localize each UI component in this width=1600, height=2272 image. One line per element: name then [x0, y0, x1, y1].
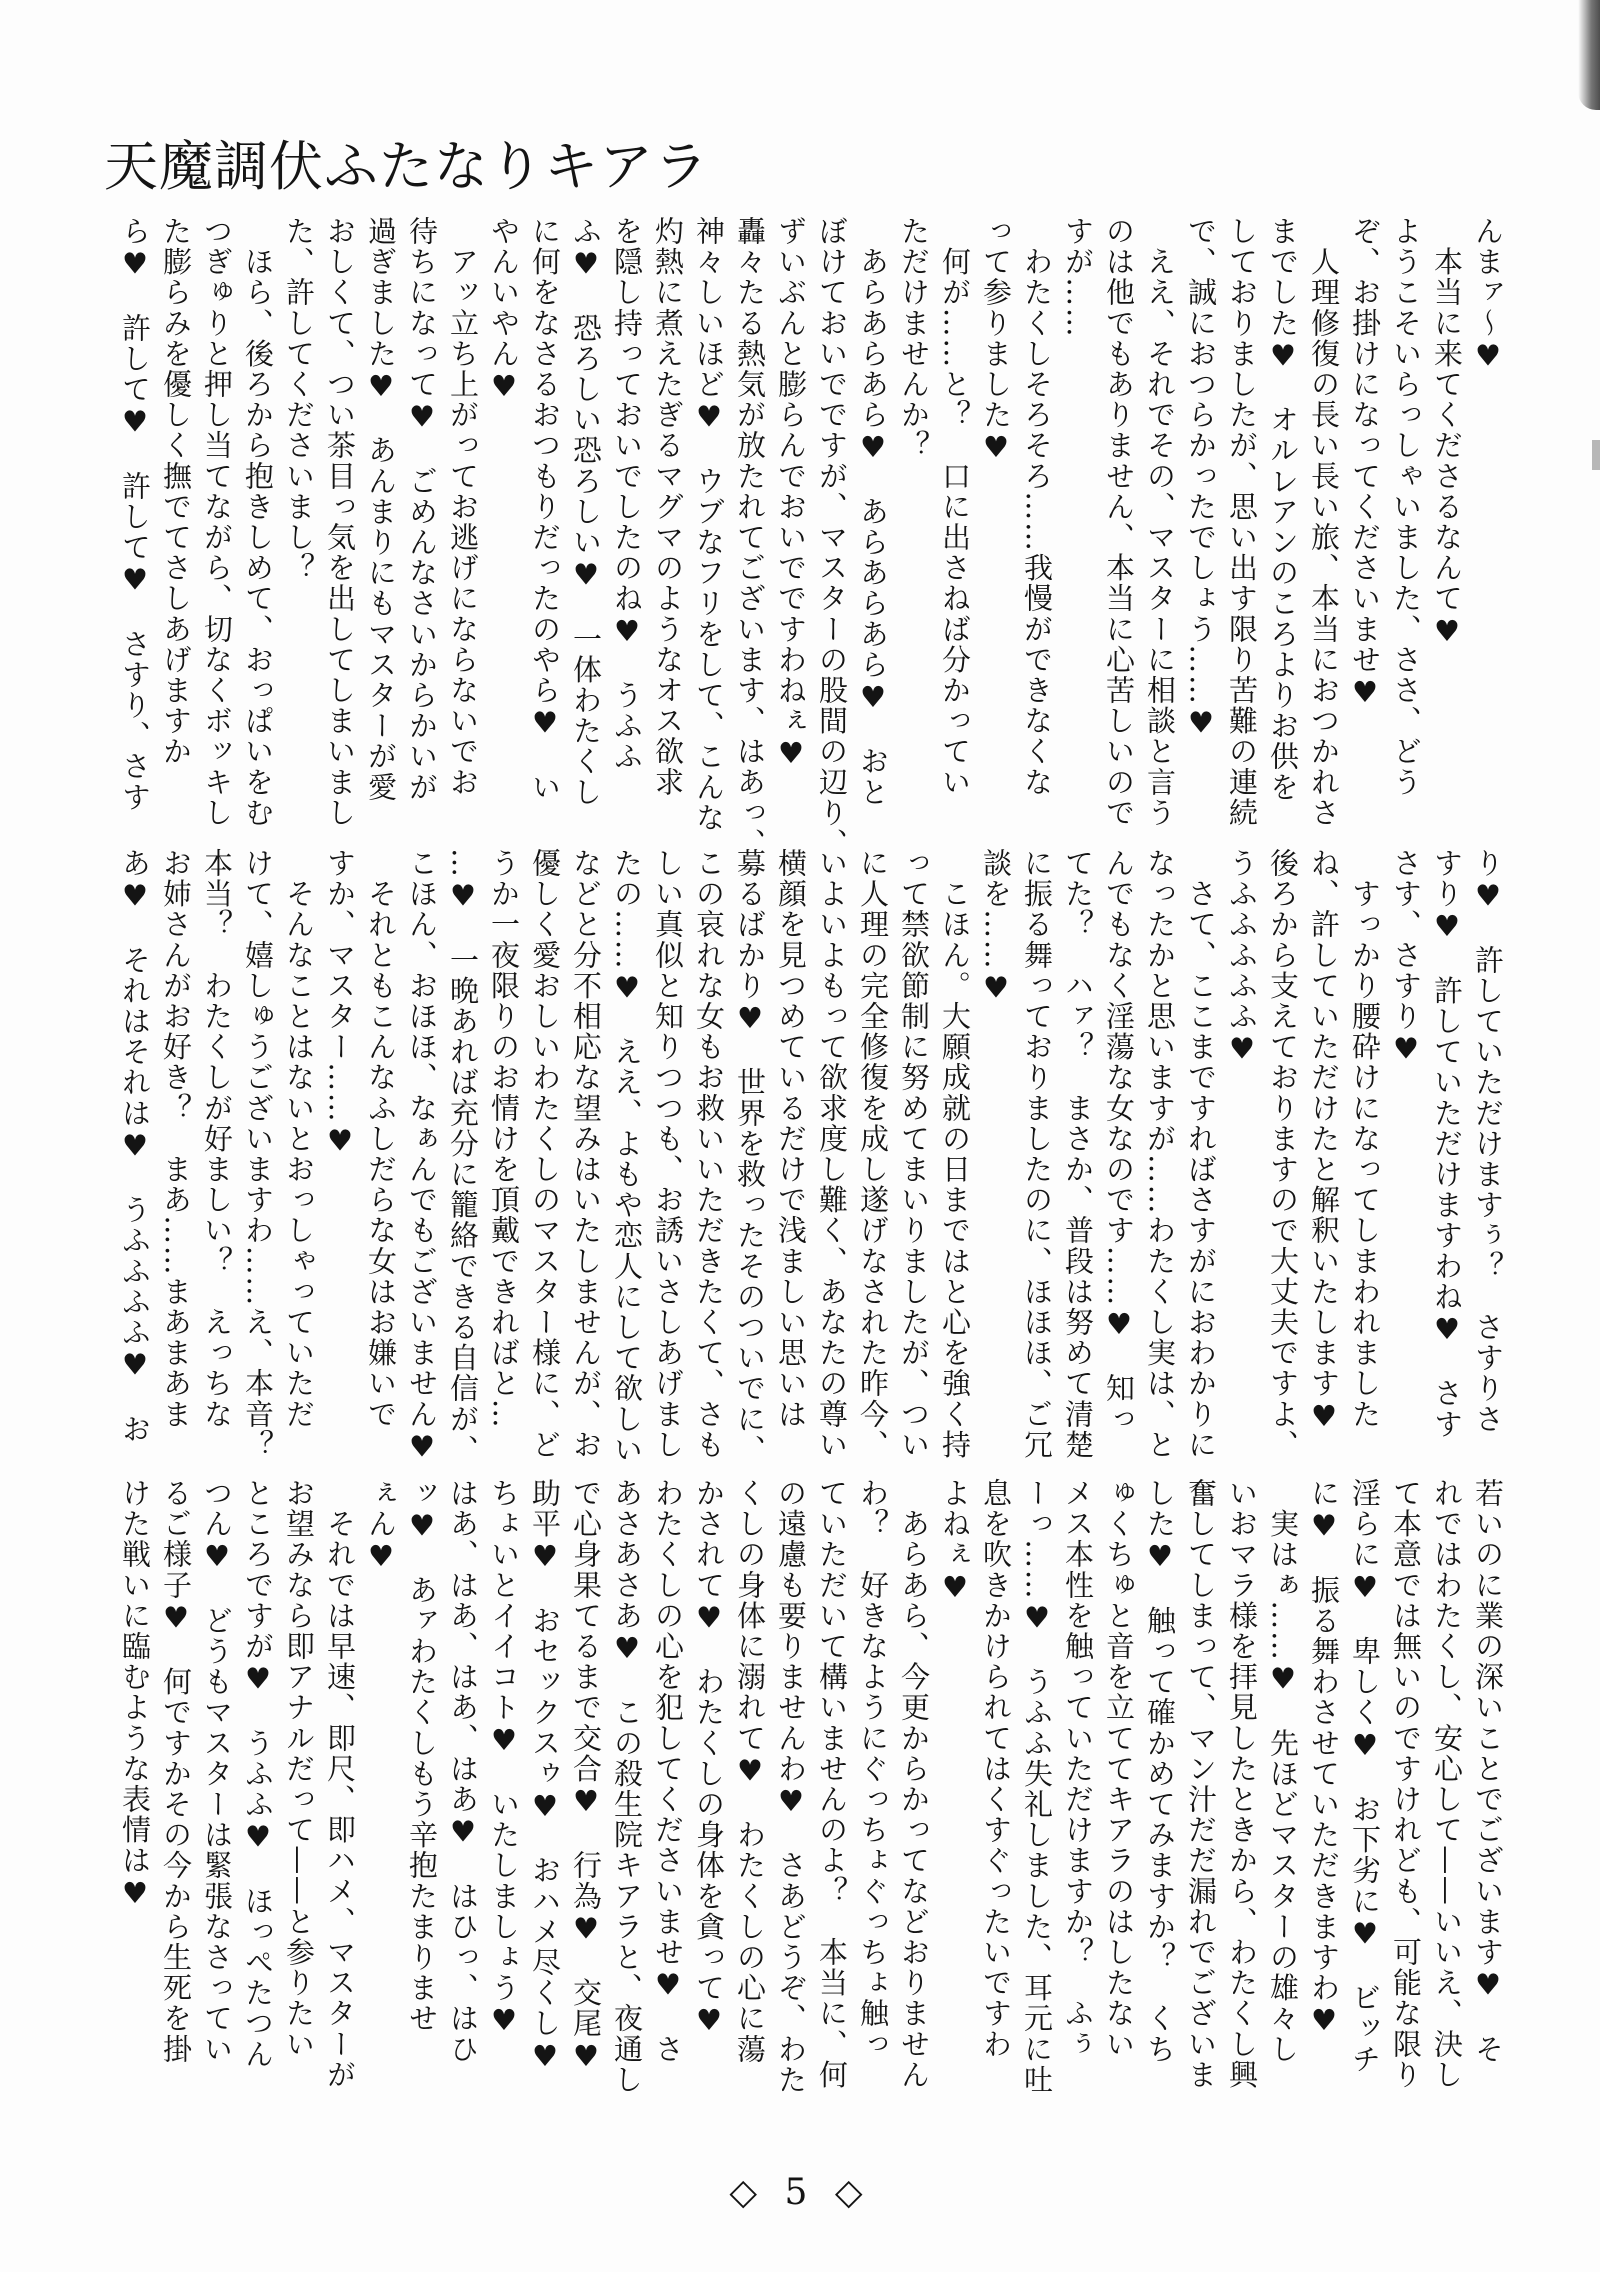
text-line: ずいぶんと膨らんでおいでですわねぇ♥: [774, 216, 808, 772]
text-line: ていただいて構いませんのよ？ 本当に、何: [815, 1478, 849, 2090]
text-line: アッ立ち上がってお逃げにならないでお: [446, 216, 480, 798]
text-line: 淫らに♥ 卑しく♥ お下劣に♥ ビッチ: [1348, 1478, 1382, 2075]
text-line: …♥ 一晩あれば充分に籠絡できる自信が、: [446, 848, 480, 1465]
text-line: って禁欲節制に努めてまいりましたが、つい: [897, 848, 931, 1460]
text-line: で、誠におつらかったでしょう……♥: [1184, 216, 1218, 742]
text-line: それともこんなふしだらな女はお嫌いで: [364, 848, 398, 1430]
text-line: 息を吹きかけられてはくすぐったいですわ: [979, 1478, 1013, 2060]
text-line: 本当？ わたくしが好ましい？ えっちな: [200, 848, 234, 1430]
text-line: わ？ 好きなようにぐっちょぐっちょ触っ: [856, 1478, 890, 2060]
text-line: 過ぎました♥ あんまりにもマスターが愛: [364, 216, 398, 803]
text-block-3: [114, 1478, 1508, 2095]
text-line: 若いのに業の深いことでございます♥ そ: [1471, 1478, 1505, 2065]
text-line: した♥ 触って確かめてみますか？ くち: [1143, 1478, 1177, 2065]
text-line: を隠し持っておいでしたのね♥ うふふ: [610, 216, 644, 772]
text-line: ぇん♥: [364, 1478, 398, 1575]
text-line: ゅくちゅと音を立ててキアラのはしたない: [1102, 1478, 1136, 2060]
text-line: た膨らみを優しく撫でてさしあげますか: [159, 216, 193, 767]
text-line: さて、ここまですればさすがにおわかりに: [1184, 848, 1218, 1460]
text-line: いよいよもって欲求度し難く、あなたの尊い: [815, 848, 849, 1460]
text-line: んまァ〜♥: [1471, 216, 1505, 374]
text-line: り♥ 許していただけますぅ？ さすりさ: [1471, 848, 1505, 1435]
text-line: すり♥ 許していただけますわね♥ さす: [1430, 848, 1464, 1440]
text-line: ただけませんか？: [897, 216, 931, 461]
text-line: に♥ 振る舞わさせていただきますわ♥: [1307, 1478, 1341, 2039]
text-line: ーっ……♥ うふふ失礼しました、耳元に吐: [1020, 1478, 1054, 2095]
text-line: 後ろから支えておりますので大丈夫ですよ、: [1266, 848, 1300, 1460]
text-line: やんいやん♥: [487, 216, 521, 405]
text-line: ちょいとイイコト♥ いたしましょう♥: [487, 1478, 521, 2039]
text-line: あ♥ それはそれは♥ うふふふふ♥ お: [118, 848, 152, 1445]
text-line: かされて♥ わたくしの身体を貪って♥: [692, 1478, 726, 2039]
text-line: に何をなさるおつもりだったのやら♥ い: [528, 216, 562, 803]
text-line: に人理の完全修復を成し遂げなされた昨今、: [856, 848, 890, 1460]
text-line: ふ♥ 恐ろしい恐ろしい♥ 一体わたくし: [569, 216, 603, 808]
text-line: て本意では無いのですけれども、可能な限り: [1389, 1478, 1423, 2090]
text-line: ええ、それでその、マスターに相談と言う: [1143, 216, 1177, 828]
text-line: 募るばかり♥ 世界を救ったそのついでに、: [733, 848, 767, 1465]
text-line: に振る舞っておりましたのに、ほほほ、ご冗: [1020, 848, 1054, 1460]
text-line: のは他でもありません、本当に心苦しいので: [1102, 216, 1136, 828]
scan-edge-mark: [1578, 0, 1600, 110]
text-line: メス本性を触っていただけますか？ ふぅ: [1061, 1478, 1095, 2060]
text-line: って参りました♥: [979, 216, 1013, 466]
text-line: しておりましたが、思い出す限り苦難の連続: [1225, 216, 1259, 828]
text-line: けて、嬉しゅうございますわ……え、本音？: [241, 848, 275, 1460]
text-line: こほん。大願成就の日まではと心を強く持: [938, 848, 972, 1460]
text-line: るご様子♥ 何ですかその今から生死を掛: [159, 1478, 193, 2065]
text-line: れではわたくし、安心して——いいえ、決し: [1430, 1478, 1464, 2090]
text-line: はあ、はあ、はあ、はあ♥ はひっ、はひ: [446, 1478, 480, 2065]
text-line: 神々しいほど♥ ウブなフリをして、こんな: [692, 216, 726, 833]
text-line: おしくて、つい茶目っ気を出してしまいまし: [323, 216, 357, 828]
text-line: 人理修復の長い長い旅、本当におつかれさ: [1307, 216, 1341, 828]
text-line: 何が……と？ 口に出さねば分かってい: [938, 216, 972, 798]
text-block-2: [114, 848, 1508, 1465]
text-line: いおマラ様を拝見したときから、わたくし興: [1225, 1478, 1259, 2090]
text-line: などと分不相応な望みはいたしませんが、お: [569, 848, 603, 1460]
text-line: ね、許していただけたと解釈いたします♥: [1307, 848, 1341, 1435]
text-line: こほん、おほほ、なぁんでもございません♥: [405, 848, 439, 1465]
text-line: けた戦いに臨むような表情は♥: [118, 1478, 152, 1912]
text-line: うか一夜限りのお情けを頂戴できればと…: [487, 848, 521, 1430]
text-line: ようこそいらっしゃいました、ささ、どう: [1389, 216, 1423, 798]
text-line: あさあさあ♥ この殺生院キアラと、夜通し: [610, 1478, 644, 2095]
text-line: つぎゅりと押し当てながら、切なくボッキし: [200, 216, 234, 828]
text-line: た、許してくださいまし？: [282, 216, 316, 584]
text-line: 助平♥ おセックスゥ♥ おハメ尽くし♥: [528, 1478, 562, 2075]
text-line: ら♥ 許して♥ 許して♥ さすり、さす: [118, 216, 152, 813]
text-line: ッ♥ あァわたくしもう辛抱たまりませ: [405, 1478, 439, 2034]
text-line: しい真似と知りつつも、お誘いさしあげまし: [651, 848, 685, 1460]
text-line: んでもなく淫蕩な女なのです……♥ 知っ: [1102, 848, 1136, 1435]
text-line: までした♥ オルレアンのころよりお供を: [1266, 216, 1300, 803]
text-line: すっかり腰砕けになってしまわれました: [1348, 848, 1382, 1430]
text-line: お望みなら即アナルだって——と参りたい: [282, 1478, 316, 2060]
scan-edge-mark: [1592, 440, 1600, 470]
text-line: てた？ ハァ？ まさか、普段は努めて清楚: [1061, 848, 1095, 1460]
text-line: さす、さすり♥: [1389, 848, 1423, 1068]
text-line: 実はぁ……♥ 先ほどマスターの雄々し: [1266, 1478, 1300, 2065]
text-line: くしの身体に溺れて♥ わたくしの心に蕩: [733, 1478, 767, 2065]
text-line: わたくしの心を犯してくださいませ♥ さ: [651, 1478, 685, 2065]
text-line: の遠慮も要りませんわ♥ さあどうぞ、わた: [774, 1478, 808, 2095]
text-line: 横顔を見つめているだけで浅ましい思いは: [774, 848, 808, 1430]
text-line: 奮してしまって、マン汁だだ漏れでございま: [1184, 1478, 1218, 2090]
text-line: あらあらあら♥ あらあらあら♥ おと: [856, 216, 890, 808]
text-line: わたくしそろそろ……我慢ができなくな: [1020, 216, 1054, 798]
text-line: 本当に来てくださるなんて♥: [1430, 216, 1464, 650]
page-title: 天魔調伏ふたなりキアラ: [104, 135, 709, 198]
text-line: お姉さんがお好き？ まあ……まあまあま: [159, 848, 193, 1430]
text-line: 談を……♥: [979, 848, 1013, 1006]
page-number: ◇ 5 ◇: [729, 2172, 871, 2213]
text-line: すが……: [1061, 216, 1095, 339]
text-line: 轟々たる熱気が放たれてございます、はあっ、: [733, 216, 767, 859]
text-block-1: [114, 216, 1508, 859]
text-line: よねぇ♥: [938, 1478, 972, 1606]
text-line: ところですが♥ うふふ♥ ほっぺたつん: [241, 1478, 275, 2070]
text-line: そんなことはないとおっしゃっていただ: [282, 848, 316, 1430]
text-line: ぞ、お掛けになってくださいませ♥: [1348, 216, 1382, 711]
text-line: で心身果てるまで交合♥ 行為♥ 交尾♥: [569, 1478, 603, 2075]
text-line: ほら、後ろから抱きしめて、おっぱいをむ: [241, 216, 275, 828]
text-line: ぼけておいでですが、マスターの股間の辺り、: [815, 216, 849, 859]
text-line: たの……♥ ええ、よもや恋人にして欲しい: [610, 848, 644, 1465]
text-line: 優しく愛おしいわたくしのマスター様に、ど: [528, 848, 562, 1460]
text-line: なったかと思いますが……わたくし実は、と: [1143, 848, 1177, 1460]
text-line: うふふふふふ♥: [1225, 848, 1259, 1068]
text-line: すか、マスター……♥: [323, 848, 357, 1159]
text-line: 待ちになって♥ ごめんなさいからかいが: [405, 216, 439, 803]
text-line: この哀れな女もお救いいただきたくて、さも: [692, 848, 726, 1460]
text-line: あらあら、今更からかってなどおりません: [897, 1478, 931, 2090]
text-line: 灼熱に煮えたぎるマグマのようなオス欲求: [651, 216, 685, 798]
text-line: それでは早速、即尺、即ハメ、マスターが: [323, 1478, 357, 2090]
text-line: つん♥ どうもマスターは緊張なさってい: [200, 1478, 234, 2065]
